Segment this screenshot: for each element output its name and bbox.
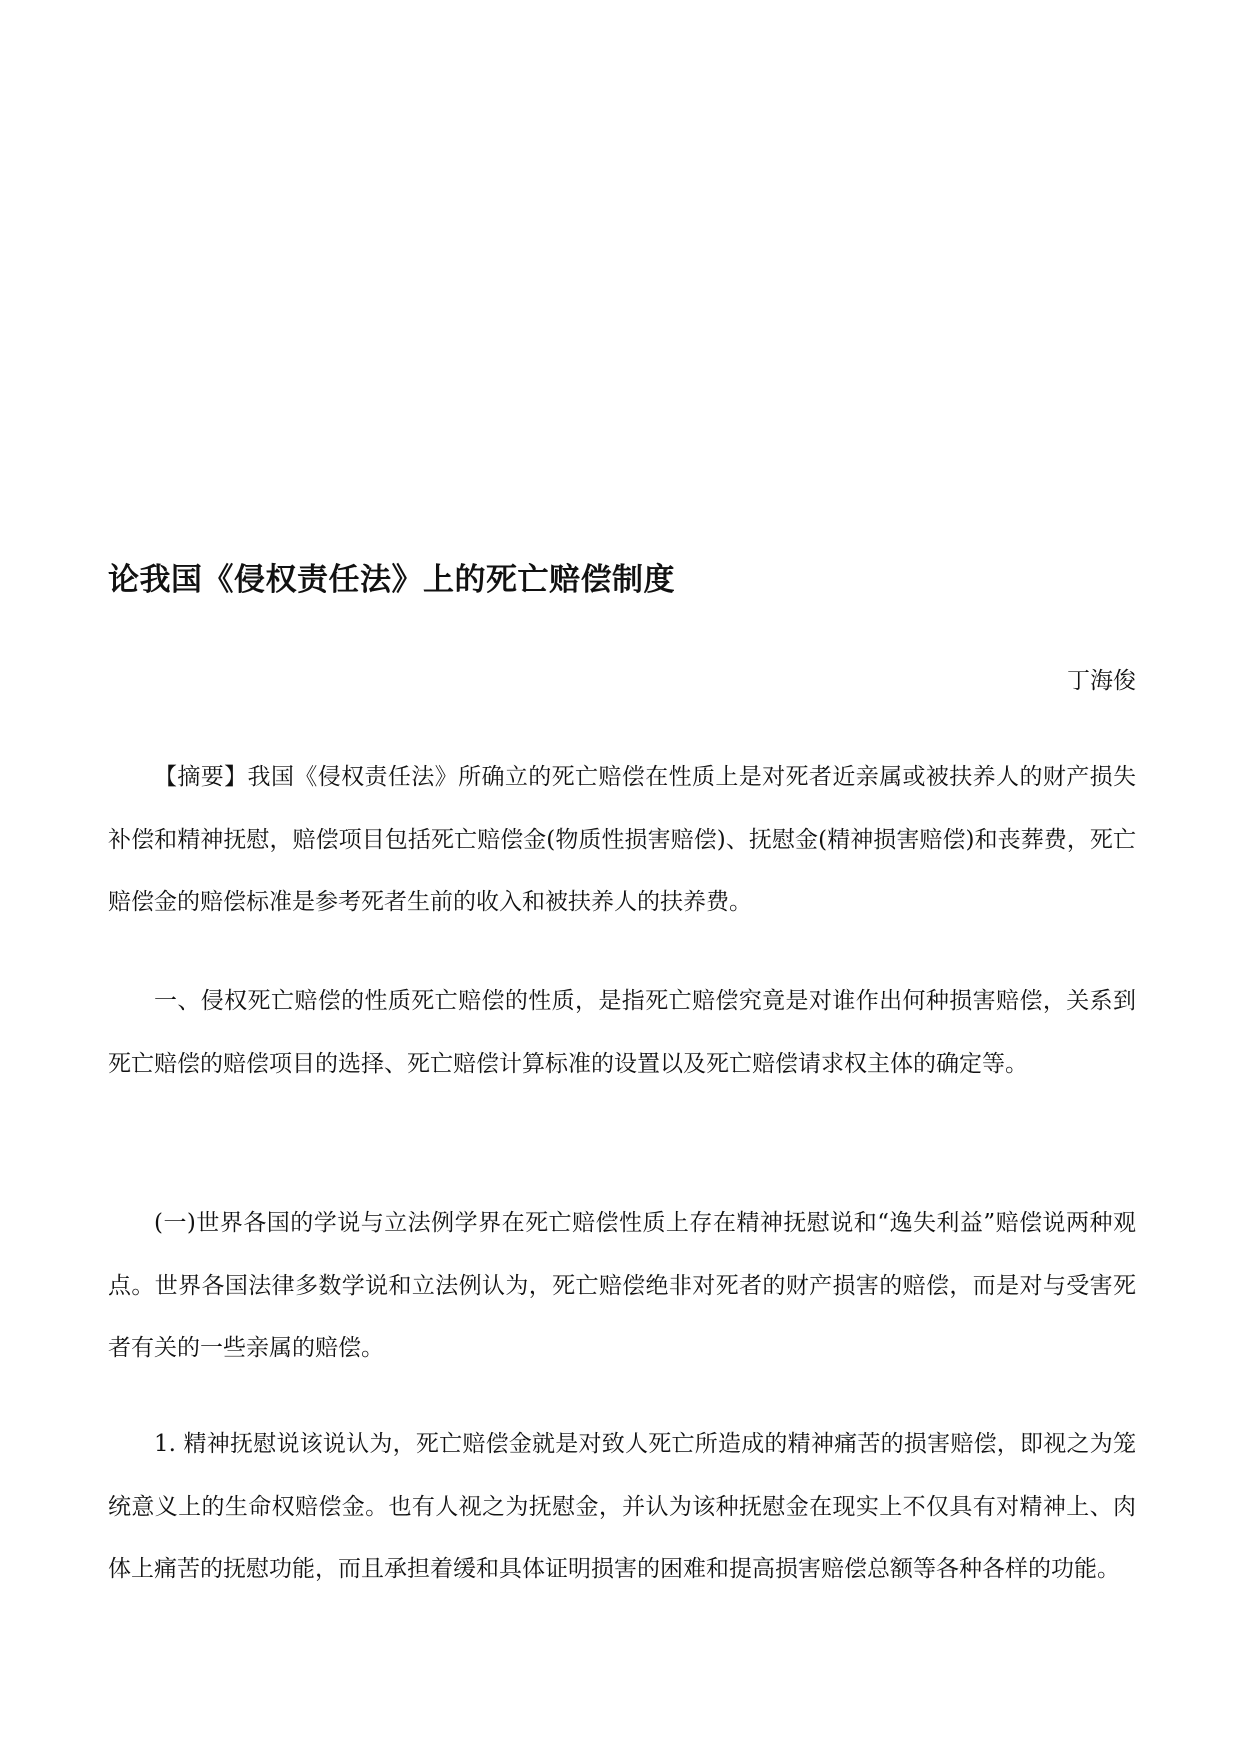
abstract-paragraph: 【摘要】我国《侵权责任法》所确立的死亡赔偿在性质上是对死者近亲属或被扶养人的财产损失补偿和精神抚慰，赔偿项目包括死亡赔偿金(物质性损害赔偿)、抚慰金(精神损害赔偿)和丧葬费，死亡赔偿金的赔偿标准是参考死者生前的收入和被扶养人的扶养费。 [108,764,1136,915]
document-title: 论我国《侵权责任法》上的死亡赔偿制度 [108,562,675,598]
item-one-paragraph: 1. 精神抚慰说该说认为，死亡赔偿金就是对致人死亡所造成的精神痛苦的损害赔偿，即视之为笼统意义上的生命权赔偿金。也有人视之为抚慰金，并认为该种抚慰金在现实上不仅具有对精神上、肉体上痛苦的抚慰功能，而且承担着缓和具体证明损害的困难和提高损害赔偿总额等各种各样的功能。 [108,1431,1136,1582]
document-author: 丁海俊 [1067,668,1136,694]
subsection-one-paragraph: (一)世界各国的学说与立法例学界在死亡赔偿性质上存在精神抚慰说和“逸失利益”赔偿说两种观点。世界各国法律多数学说和立法例认为，死亡赔偿绝非对死者的财产损害的赔偿，而是对与受害死者有关的一些亲属的赔偿。 [108,1210,1136,1361]
section-one-paragraph: 一、侵权死亡赔偿的性质死亡赔偿的性质，是指死亡赔偿究竟是对谁作出何种损害赔偿，关系到死亡赔偿的赔偿项目的选择、死亡赔偿计算标准的设置以及死亡赔偿请求权主体的确定等。 [108,988,1136,1077]
